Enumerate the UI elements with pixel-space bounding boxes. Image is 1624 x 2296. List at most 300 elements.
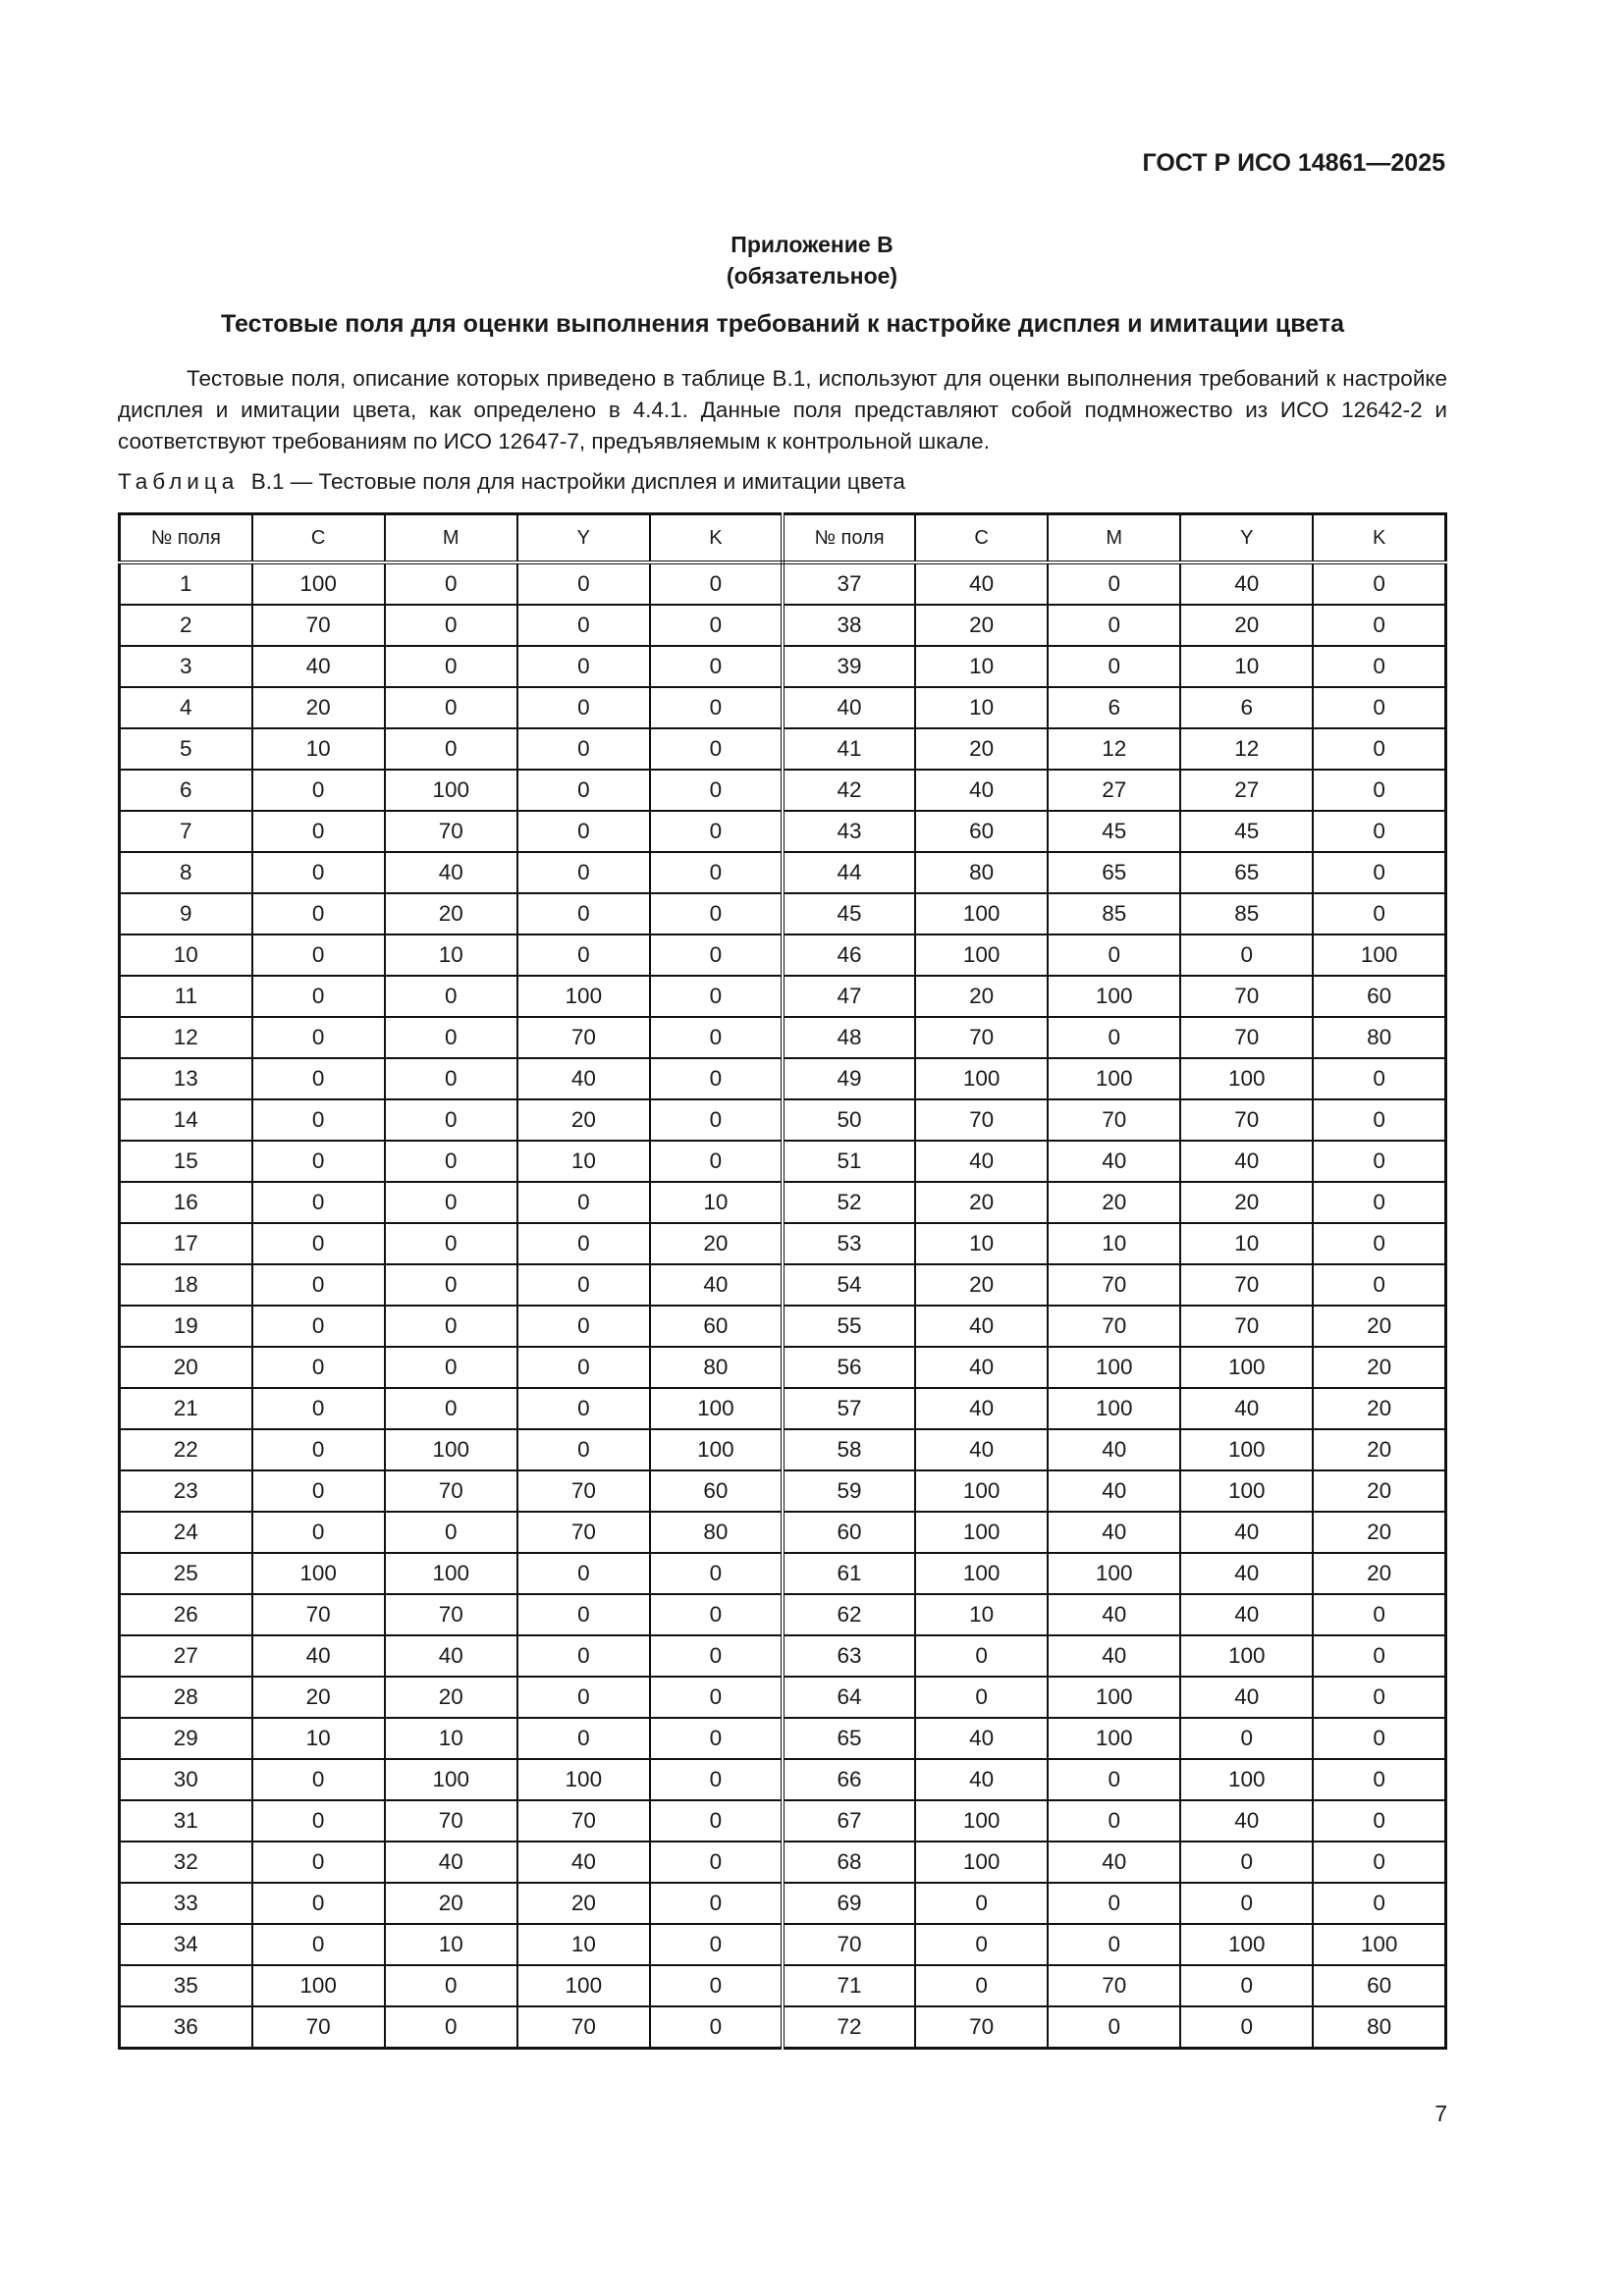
column-header: K: [650, 514, 783, 563]
table-cell: 10: [915, 646, 1048, 687]
column-header: K: [1313, 514, 1445, 563]
table-cell: 0: [385, 1347, 517, 1388]
table-cell: 0: [1180, 1883, 1313, 1924]
table-cell: 0: [1048, 1924, 1180, 1965]
table-cell: 40: [1048, 1842, 1180, 1883]
table-cell: 0: [650, 687, 783, 728]
table-cell: 0: [1313, 1182, 1445, 1223]
table-row: [120, 852, 1446, 893]
table-cell: 64: [783, 1677, 915, 1718]
table-row: [120, 1223, 1446, 1264]
table-cell: 12: [1180, 728, 1313, 770]
table-cell: 80: [915, 852, 1048, 893]
table-row: [120, 1718, 1446, 1759]
table-cell: 0: [252, 1388, 385, 1429]
table-cell: 100: [252, 1965, 385, 2006]
table-cell: 0: [385, 2006, 517, 2049]
table-row: [120, 1759, 1446, 1800]
table-container: [118, 512, 1447, 2050]
table-cell: 0: [252, 1306, 385, 1347]
appendix-heading: [0, 229, 1624, 292]
table-cell: 0: [252, 1759, 385, 1800]
table-cell: 70: [252, 1594, 385, 1635]
table-cell: 0: [517, 1553, 650, 1594]
intro-paragraph: [118, 363, 1447, 457]
table-cell: 49: [783, 1058, 915, 1099]
table-cell: 0: [252, 1347, 385, 1388]
table-row: [120, 2006, 1446, 2049]
table-cell: 39: [783, 646, 915, 687]
table-cell: 0: [252, 852, 385, 893]
table-cell: 0: [1048, 2006, 1180, 2049]
table-cell: 40: [1180, 1553, 1313, 1594]
table-cell: 20: [517, 1883, 650, 1924]
table-cell: 0: [1180, 934, 1313, 976]
table-cell: 0: [252, 1017, 385, 1058]
table-cell: 40: [385, 852, 517, 893]
table-cell: 45: [1048, 811, 1180, 852]
table-cell: 100: [1048, 1677, 1180, 1718]
table-cell: 100: [385, 1429, 517, 1470]
table-cell: 38: [783, 605, 915, 646]
table-cell: 0: [252, 1924, 385, 1965]
table-cell: 0: [385, 728, 517, 770]
table-cell: 0: [915, 1677, 1048, 1718]
table-cell: 10: [915, 1594, 1048, 1635]
table-cell: 0: [517, 1306, 650, 1347]
table-cell: 40: [915, 1388, 1048, 1429]
table-cell: 0: [252, 1883, 385, 1924]
table-caption: [118, 469, 905, 495]
table-cell: 60: [650, 1470, 783, 1512]
table-cell: 80: [650, 1347, 783, 1388]
table-cell: 10: [915, 687, 1048, 728]
table-cell: 0: [385, 1388, 517, 1429]
table-cell: 20: [915, 976, 1048, 1017]
table-cell: 0: [385, 1512, 517, 1553]
table-cell: 0: [1048, 562, 1180, 605]
table-cell: 20: [915, 1182, 1048, 1223]
table-cell: 11: [120, 976, 252, 1017]
table-cell: 0: [252, 1470, 385, 1512]
table-cell: 20: [915, 1264, 1048, 1306]
table-cell: 100: [1048, 1388, 1180, 1429]
table-cell: 70: [1180, 1264, 1313, 1306]
table-cell: 100: [252, 562, 385, 605]
table-cell: 0: [1313, 1842, 1445, 1883]
table-cell: 0: [517, 1429, 650, 1470]
table-cell: 0: [915, 1924, 1048, 1965]
table-row: [120, 934, 1446, 976]
table-cell: 70: [385, 1800, 517, 1842]
table-cell: 0: [650, 893, 783, 934]
table-cell: 0: [650, 1594, 783, 1635]
table-cell: 0: [385, 1182, 517, 1223]
table-cell: 16: [120, 1182, 252, 1223]
table-cell: 0: [650, 2006, 783, 2049]
table-cell: 100: [915, 1553, 1048, 1594]
table-cell: 100: [1180, 1058, 1313, 1099]
table-cell: 28: [120, 1677, 252, 1718]
table-cell: 60: [1313, 1965, 1445, 2006]
table-cell: 0: [1313, 1058, 1445, 1099]
column-header: M: [1048, 514, 1180, 563]
table-cell: 30: [120, 1759, 252, 1800]
table-row: [120, 1182, 1446, 1223]
table-cell: 20: [1180, 1182, 1313, 1223]
table-cell: 70: [1048, 1264, 1180, 1306]
column-header: Y: [1180, 514, 1313, 563]
table-cell: 20: [915, 605, 1048, 646]
table-cell: 20: [650, 1223, 783, 1264]
table-cell: 40: [915, 1141, 1048, 1182]
table-cell: 0: [1048, 1017, 1180, 1058]
table-cell: 20: [1313, 1470, 1445, 1512]
table-cell: 0: [252, 811, 385, 852]
table-cell: 100: [1180, 1924, 1313, 1965]
table-cell: 59: [783, 1470, 915, 1512]
table-cell: 12: [1048, 728, 1180, 770]
table-caption-label: Таблица: [118, 469, 240, 494]
table-row: [120, 1965, 1446, 2006]
column-header: Y: [517, 514, 650, 563]
table-cell: 0: [650, 770, 783, 811]
table-cell: 0: [385, 1306, 517, 1347]
table-cell: 70: [915, 1099, 1048, 1141]
table-cell: 80: [1313, 1017, 1445, 1058]
table-row: [120, 1512, 1446, 1553]
table-cell: 0: [650, 1099, 783, 1141]
table-cell: 100: [915, 1512, 1048, 1553]
table-cell: 40: [1048, 1141, 1180, 1182]
table-cell: 40: [1180, 562, 1313, 605]
table-cell: 70: [783, 1924, 915, 1965]
table-cell: 0: [385, 1965, 517, 2006]
table-cell: 0: [252, 976, 385, 1017]
table-cell: 35: [120, 1965, 252, 2006]
table-cell: 0: [252, 1429, 385, 1470]
table-cell: 100: [915, 1800, 1048, 1842]
table-cell: 0: [252, 1512, 385, 1553]
table-cell: 19: [120, 1306, 252, 1347]
table-cell: 0: [650, 1635, 783, 1677]
table-cell: 66: [783, 1759, 915, 1800]
table-cell: 0: [650, 1017, 783, 1058]
table-cell: 40: [385, 1842, 517, 1883]
table-cell: 100: [915, 1470, 1048, 1512]
table-cell: 85: [1180, 893, 1313, 934]
table-row: [120, 976, 1446, 1017]
table-cell: 0: [1313, 687, 1445, 728]
table-row: [120, 1553, 1446, 1594]
table-cell: 100: [915, 1058, 1048, 1099]
table-cell: 40: [1180, 1677, 1313, 1718]
table-row: [120, 1800, 1446, 1842]
table-cell: 33: [120, 1883, 252, 1924]
table-cell: 0: [1048, 1759, 1180, 1800]
table-row: [120, 728, 1446, 770]
column-header: C: [252, 514, 385, 563]
table-cell: 0: [252, 1141, 385, 1182]
table-cell: 20: [385, 893, 517, 934]
table-cell: 70: [252, 605, 385, 646]
table-cell: 0: [385, 562, 517, 605]
table-cell: 1: [120, 562, 252, 605]
table-cell: 100: [1180, 1347, 1313, 1388]
table-cell: 70: [517, 1800, 650, 1842]
table-row: [120, 1347, 1446, 1388]
table-cell: 20: [385, 1677, 517, 1718]
table-cell: 0: [385, 687, 517, 728]
table-cell: 40: [252, 1635, 385, 1677]
table-row: [120, 1099, 1446, 1141]
table-cell: 40: [252, 646, 385, 687]
table-cell: 20: [252, 1677, 385, 1718]
table-cell: 0: [650, 728, 783, 770]
table-cell: 10: [385, 1718, 517, 1759]
table-cell: 27: [1048, 770, 1180, 811]
table-cell: 0: [1313, 811, 1445, 852]
table-cell: 20: [1313, 1388, 1445, 1429]
table-cell: 0: [1313, 893, 1445, 934]
table-cell: 0: [1313, 1223, 1445, 1264]
table-cell: 100: [915, 893, 1048, 934]
table-cell: 10: [252, 728, 385, 770]
table-cell: 0: [385, 1141, 517, 1182]
table-cell: 0: [1180, 1842, 1313, 1883]
table-cell: 21: [120, 1388, 252, 1429]
table-cell: 0: [1313, 852, 1445, 893]
table-cell: 4: [120, 687, 252, 728]
table-cell: 40: [915, 1347, 1048, 1388]
table-cell: 10: [120, 934, 252, 976]
table-cell: 0: [1313, 646, 1445, 687]
table-cell: 85: [1048, 893, 1180, 934]
table-cell: 70: [1180, 1099, 1313, 1141]
table-cell: 0: [1313, 1099, 1445, 1141]
table-cell: 0: [650, 1800, 783, 1842]
table-cell: 70: [385, 811, 517, 852]
table-cell: 0: [517, 770, 650, 811]
table-cell: 0: [517, 1223, 650, 1264]
table-cell: 0: [252, 770, 385, 811]
table-cell: 22: [120, 1429, 252, 1470]
table-cell: 47: [783, 976, 915, 1017]
table-cell: 58: [783, 1429, 915, 1470]
table-cell: 0: [1313, 1759, 1445, 1800]
table-cell: 60: [915, 811, 1048, 852]
table-cell: 0: [650, 562, 783, 605]
table-cell: 0: [1313, 1264, 1445, 1306]
table-cell: 2: [120, 605, 252, 646]
table-cell: 10: [1048, 1223, 1180, 1264]
table-cell: 100: [1180, 1429, 1313, 1470]
intro-text: Тестовые поля, описание которых приведено в таблице В.1, используют для оценки выполнения требований к настройке дисплея и имитации цвета, как определено в 4.4.1. Данные поля представляют собой подмножество из ИСО 12642-2 и соответствуют требованиям по ИСО 12647-7, предъявляемым к контрольной шкале.: [118, 366, 1447, 454]
table-cell: 20: [1048, 1182, 1180, 1223]
table-cell: 0: [1313, 1677, 1445, 1718]
table-cell: 60: [1313, 976, 1445, 1017]
table-cell: 3: [120, 646, 252, 687]
table-header-row: [120, 514, 1446, 563]
table-cell: 100: [385, 1759, 517, 1800]
table-cell: 0: [252, 1058, 385, 1099]
table-cell: 100: [1048, 1347, 1180, 1388]
table-cell: 40: [1180, 1594, 1313, 1635]
table-cell: 57: [783, 1388, 915, 1429]
table-cell: 48: [783, 1017, 915, 1058]
table-cell: 0: [517, 1594, 650, 1635]
table-cell: 10: [517, 1141, 650, 1182]
table-cell: 8: [120, 852, 252, 893]
table-cell: 100: [915, 934, 1048, 976]
table-cell: 41: [783, 728, 915, 770]
table-cell: 0: [517, 852, 650, 893]
table-cell: 0: [650, 605, 783, 646]
table-cell: 0: [517, 893, 650, 934]
table-cell: 0: [517, 1718, 650, 1759]
table-cell: 20: [120, 1347, 252, 1388]
table-cell: 0: [1313, 1594, 1445, 1635]
table-cell: 65: [1180, 852, 1313, 893]
table-cell: 0: [252, 934, 385, 976]
table-cell: 0: [650, 1677, 783, 1718]
table-cell: 53: [783, 1223, 915, 1264]
table-cell: 0: [252, 893, 385, 934]
table-cell: 10: [915, 1223, 1048, 1264]
table-cell: 10: [1180, 1223, 1313, 1264]
table-cell: 0: [1313, 1141, 1445, 1182]
table-cell: 70: [252, 2006, 385, 2049]
table-cell: 0: [517, 687, 650, 728]
table-cell: 0: [1048, 605, 1180, 646]
table-cell: 40: [1048, 1470, 1180, 1512]
table-cell: 40: [783, 687, 915, 728]
table-cell: 100: [1048, 976, 1180, 1017]
table-cell: 52: [783, 1182, 915, 1223]
table-cell: 25: [120, 1553, 252, 1594]
table-cell: 60: [650, 1306, 783, 1347]
table-cell: 100: [517, 1965, 650, 2006]
table-cell: 0: [1180, 2006, 1313, 2049]
table-cell: 0: [517, 934, 650, 976]
table-cell: 20: [915, 728, 1048, 770]
table-cell: 0: [385, 605, 517, 646]
table-cell: 0: [650, 1553, 783, 1594]
table-cell: 46: [783, 934, 915, 976]
table-row: [120, 1388, 1446, 1429]
table-cell: 70: [1048, 1965, 1180, 2006]
table-cell: 27: [120, 1635, 252, 1677]
table-cell: 51: [783, 1141, 915, 1182]
column-header: № поля: [120, 514, 252, 563]
test-fields-table: [118, 512, 1447, 2050]
table-cell: 0: [385, 646, 517, 687]
table-cell: 40: [1048, 1512, 1180, 1553]
table-body: [120, 562, 1446, 2049]
table-cell: 0: [650, 852, 783, 893]
table-cell: 0: [517, 646, 650, 687]
table-cell: 20: [1313, 1512, 1445, 1553]
table-cell: 0: [517, 562, 650, 605]
table-cell: 0: [517, 728, 650, 770]
table-cell: 0: [252, 1182, 385, 1223]
table-row: [120, 1058, 1446, 1099]
table-cell: 10: [1180, 646, 1313, 687]
table-cell: 56: [783, 1347, 915, 1388]
table-cell: 0: [650, 1842, 783, 1883]
table-cell: 20: [1313, 1553, 1445, 1594]
table-cell: 0: [650, 1718, 783, 1759]
table-cell: 80: [650, 1512, 783, 1553]
table-cell: 5: [120, 728, 252, 770]
table-cell: 7: [120, 811, 252, 852]
table-cell: 54: [783, 1264, 915, 1306]
table-cell: 0: [517, 1347, 650, 1388]
table-cell: 29: [120, 1718, 252, 1759]
table-cell: 70: [1180, 1017, 1313, 1058]
table-cell: 70: [1048, 1306, 1180, 1347]
table-row: [120, 1141, 1446, 1182]
table-cell: 100: [1313, 934, 1445, 976]
table-cell: 0: [252, 1223, 385, 1264]
table-cell: 100: [915, 1842, 1048, 1883]
table-cell: 37: [783, 562, 915, 605]
table-row: [120, 770, 1446, 811]
table-cell: 100: [517, 1759, 650, 1800]
table-row: [120, 1594, 1446, 1635]
table-row: [120, 1017, 1446, 1058]
table-cell: 20: [1313, 1347, 1445, 1388]
table-cell: 0: [650, 1924, 783, 1965]
table-cell: 100: [1180, 1759, 1313, 1800]
table-cell: 18: [120, 1264, 252, 1306]
table-cell: 36: [120, 2006, 252, 2049]
table-cell: 27: [1180, 770, 1313, 811]
table-cell: 0: [517, 811, 650, 852]
table-cell: 0: [385, 976, 517, 1017]
table-cell: 40: [1048, 1429, 1180, 1470]
table-row: [120, 1883, 1446, 1924]
table-row: [120, 1677, 1446, 1718]
table-cell: 20: [517, 1099, 650, 1141]
table-row: [120, 687, 1446, 728]
table-cell: 65: [1048, 852, 1180, 893]
table-cell: 17: [120, 1223, 252, 1264]
table-cell: 70: [517, 1470, 650, 1512]
table-cell: 6: [1180, 687, 1313, 728]
table-cell: 0: [650, 811, 783, 852]
table-cell: 14: [120, 1099, 252, 1141]
table-cell: 0: [650, 976, 783, 1017]
table-cell: 70: [517, 2006, 650, 2049]
table-cell: 40: [517, 1842, 650, 1883]
table-cell: 0: [517, 605, 650, 646]
table-cell: 0: [385, 1264, 517, 1306]
table-cell: 0: [1313, 1635, 1445, 1677]
table-cell: 70: [1180, 1306, 1313, 1347]
table-cell: 15: [120, 1141, 252, 1182]
table-cell: 100: [1048, 1718, 1180, 1759]
table-cell: 0: [1048, 934, 1180, 976]
table-cell: 63: [783, 1635, 915, 1677]
table-cell: 10: [252, 1718, 385, 1759]
table-cell: 100: [385, 770, 517, 811]
table-cell: 34: [120, 1924, 252, 1965]
table-cell: 0: [1313, 770, 1445, 811]
table-cell: 0: [252, 1099, 385, 1141]
table-cell: 24: [120, 1512, 252, 1553]
table-cell: 44: [783, 852, 915, 893]
